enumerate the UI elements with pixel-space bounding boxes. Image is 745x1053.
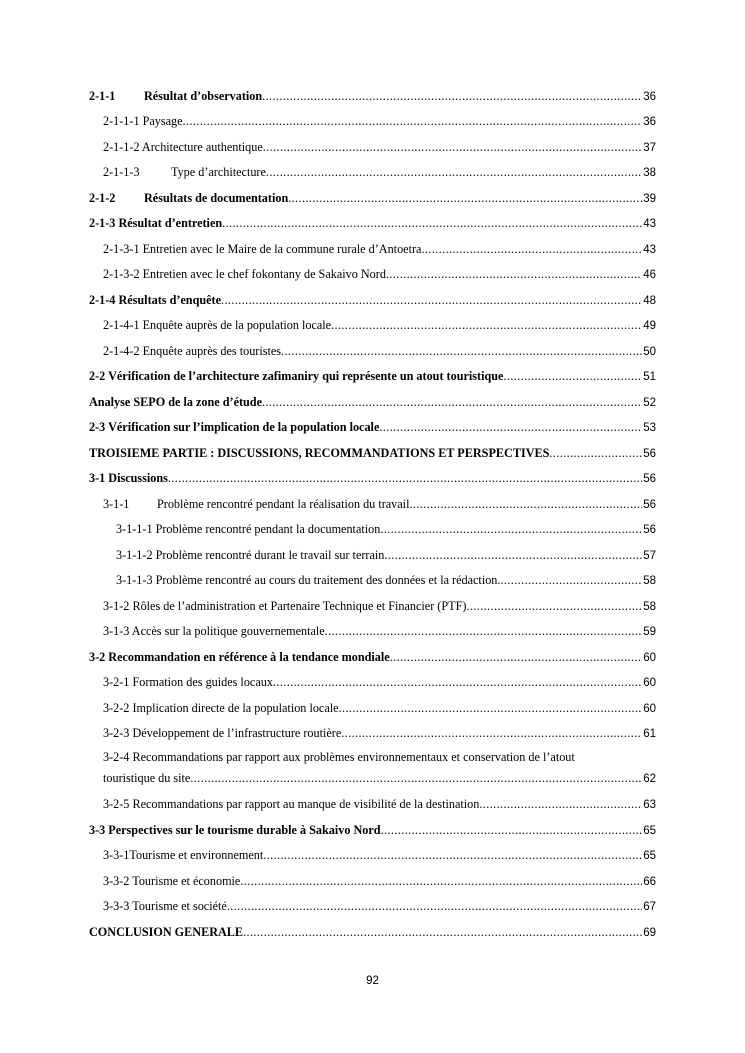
leader-dots [168, 468, 642, 488]
toc-entry[interactable]: 3-3-1Tourisme et environnement ..... 65 [89, 845, 656, 865]
leader-dots [262, 86, 642, 106]
leader-dots [227, 896, 642, 916]
toc-entry[interactable]: 2-1-4-1 Enquête auprès de la population locale ..... 49 [89, 315, 656, 335]
toc-entry[interactable]: 2-1-1-2 Architecture authentique ..... 37 [89, 137, 656, 157]
page-number: 56 [643, 448, 656, 460]
leader-dots [222, 213, 642, 233]
toc-entry[interactable]: 2-1-1-1 Paysage ..... 36 [89, 111, 656, 131]
toc-entry[interactable]: 3-3-2 Tourisme et économie ..... 66 [89, 871, 656, 891]
leader-dots [331, 315, 642, 335]
leader-dots [380, 519, 642, 539]
leader-dots [263, 845, 642, 865]
page-number: 36 [643, 91, 656, 103]
leader-dots [183, 111, 643, 131]
toc-entry[interactable]: 3-1-3 Accès sur la politique gouvernementale ..... 59 [89, 621, 656, 641]
leader-dots [266, 162, 642, 182]
toc-entry[interactable]: CONCLUSION GENERALE ..... 69 [89, 922, 656, 942]
toc-entry[interactable]: 3-3-3 Tourisme et société ..... 67 [89, 896, 656, 916]
leader-dots [379, 417, 642, 437]
leader-dots [386, 264, 642, 284]
toc-entry[interactable]: Analyse SEPO de la zone d’étude ..... 52 [89, 392, 656, 412]
leader-dots [281, 341, 642, 361]
page-number: 37 [643, 142, 656, 154]
toc-entry[interactable]: 2-1-3 Résultat d’entretien ..... 43 [89, 213, 656, 233]
toc-entry[interactable]: 3-1-2 Rôles de l’administration et Partenaire Technique et Financier (PTF) ..... 58 [89, 596, 656, 616]
leader-dots [288, 188, 642, 208]
leader-dots [421, 239, 642, 259]
toc-entry[interactable]: 3-1-1 Problème rencontré pendant la réalisation du travail ..... 56 [89, 494, 656, 514]
toc-entry[interactable]: 3-2 Recommandation en référence à la tendance mondiale ..... 60 [89, 647, 656, 667]
page-number: 59 [643, 626, 656, 638]
page-number: 58 [643, 575, 656, 587]
toc-entry[interactable]: 3-1 Discussions ..... 56 [89, 468, 656, 488]
toc-entry[interactable]: 3-2-1 Formation des guides locaux ..... 60 [89, 672, 656, 692]
toc-entry[interactable]: 3-2-5 Recommandations par rapport au manque de visibilité de la destination ..... 63 [89, 794, 656, 814]
toc-entry[interactable]: 3-1-1-3 Problème rencontré au cours du traitement des données et la rédaction. ..... 58 [89, 570, 656, 590]
toc-entry[interactable]: TROISIEME PARTIE : DISCUSSIONS, RECOMMANDATIONS ET PERSPECTIVES ..... 56 [89, 443, 656, 463]
page-number: 56 [643, 524, 656, 536]
toc-entry[interactable]: 2-3 Vérification sur l’implication de la population locale ..... 53 [89, 417, 656, 437]
page-number: 66 [643, 876, 656, 888]
page-number: 53 [643, 422, 656, 434]
toc-entry-wrapped-line[interactable]: 3-2-4 Recommandations par rapport aux problèmes environnementaux et conservation de l’atout [103, 750, 575, 764]
page-number: 56 [643, 499, 656, 511]
page-footer-number: 92 [366, 975, 379, 987]
page-number: 65 [643, 825, 656, 837]
page-number: 38 [643, 167, 656, 179]
leader-dots [384, 545, 642, 565]
page-number: 36 [643, 116, 656, 128]
leader-dots [500, 570, 642, 590]
leader-dots [240, 871, 642, 891]
page-number: 69 [643, 927, 656, 939]
toc-entry[interactable]: 2-1-4 Résultats d’enquête ..... 48 [89, 290, 656, 310]
page-number: 56 [643, 473, 656, 485]
toc-entry[interactable]: 3-2-3 Développement de l’infrastructure routière ..... 61 [89, 723, 656, 743]
toc-entry[interactable]: 2-1-3-2 Entretien avec le chef fokontany de Sakaivo Nord ..... 46 [89, 264, 656, 284]
page-number: 60 [643, 703, 656, 715]
leader-dots [503, 366, 642, 386]
leader-dots [273, 672, 642, 692]
page-number: 39 [643, 193, 656, 205]
leader-dots [262, 392, 642, 412]
leader-dots [221, 290, 642, 310]
leader-dots [341, 723, 642, 743]
leader-dots [243, 922, 642, 942]
leader-dots [339, 698, 643, 718]
leader-dots [190, 768, 642, 788]
page-number: 43 [643, 218, 656, 230]
toc-entry[interactable]: touristique du site ..... 62 [89, 768, 656, 788]
leader-dots [479, 794, 642, 814]
page-number: 57 [643, 550, 656, 562]
page-number: 65 [643, 850, 656, 862]
page-number: 43 [643, 244, 656, 256]
toc-entry[interactable]: 3-1-1-2 Problème rencontré durant le travail sur terrain ..... 57 [89, 545, 656, 565]
leader-dots [549, 443, 642, 463]
toc-entry[interactable]: 2-1-1-3 Type d’architecture ..... 38 [89, 162, 656, 182]
page-number: 60 [643, 652, 656, 664]
leader-dots [466, 596, 642, 616]
page-number: 61 [643, 728, 656, 740]
page-number: 51 [643, 371, 656, 383]
leader-dots [409, 494, 642, 514]
leader-dots [381, 820, 643, 840]
toc-entry[interactable]: 3-3 Perspectives sur le tourisme durable à Sakaivo Nord ..... 65 [89, 820, 656, 840]
leader-dots [390, 647, 643, 667]
page-number: 60 [643, 677, 656, 689]
page-number: 48 [643, 295, 656, 307]
toc-entry[interactable]: 2-1-1 Résultat d’observation ..... 36 [89, 86, 656, 106]
toc-entry[interactable]: 2-1-2 Résultats de documentation ..... 39 [89, 188, 656, 208]
toc-entry[interactable]: 3-1-1-1 Problème rencontré pendant la documentation ..... 56 [89, 519, 656, 539]
page-number: 46 [643, 269, 656, 281]
leader-dots [325, 621, 643, 641]
page-number: 67 [643, 901, 656, 913]
leader-dots [263, 137, 642, 157]
page-number: 63 [643, 799, 656, 811]
page-number: 49 [643, 320, 656, 332]
page-number: 58 [643, 601, 656, 613]
toc-entry[interactable]: 2-2 Vérification de l’architecture zafimaniry qui représente un atout touristique ..... 51 [89, 366, 656, 386]
page-number: 50 [643, 346, 656, 358]
toc-entry[interactable]: 3-2-2 Implication directe de la population locale ..... 60 [89, 698, 656, 718]
toc-entry[interactable]: 2-1-4-2 Enquête auprès des touristes ..... 50 [89, 341, 656, 361]
toc-entry[interactable]: 2-1-3-1 Entretien avec le Maire de la commune rurale d’Antoetra ..... 43 [89, 239, 656, 259]
page-number: 52 [643, 397, 656, 409]
page-number: 62 [643, 773, 656, 785]
